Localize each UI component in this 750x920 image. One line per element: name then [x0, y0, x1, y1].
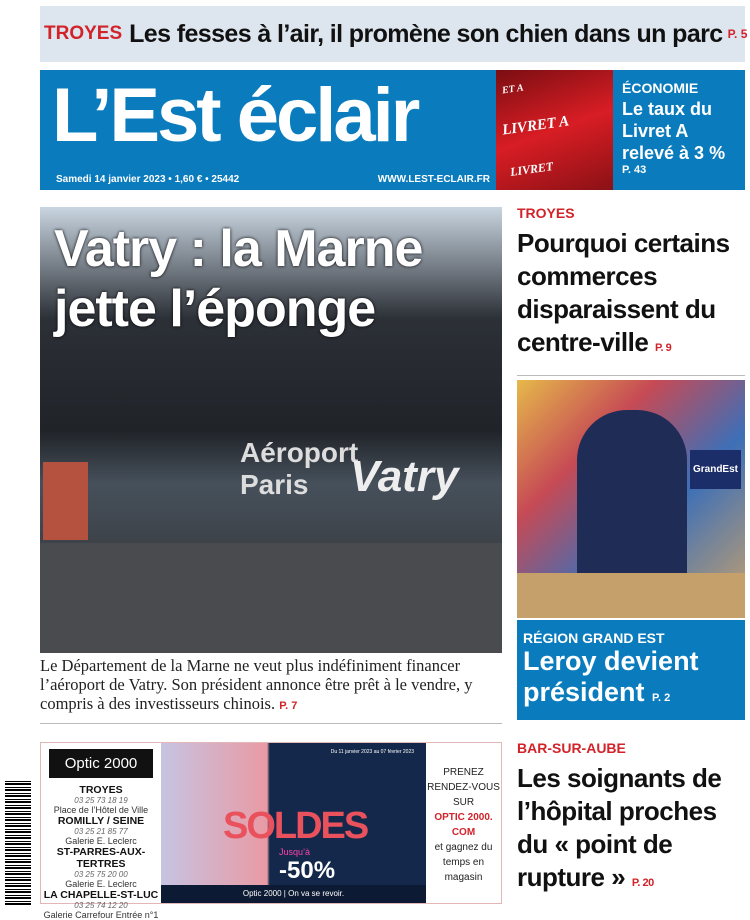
divider	[40, 723, 502, 724]
main-page: P. 7	[279, 700, 298, 712]
image-text: LIVRET A	[501, 113, 571, 139]
right-story-2[interactable]	[517, 620, 745, 720]
store-city: ROMILLY / SEINE	[57, 815, 145, 827]
story-headline[interactable]: Les soignants de l’hôpital proches du « point de rupture »	[517, 763, 722, 892]
image-text: LIVRET	[509, 159, 555, 179]
right-story-1[interactable]	[517, 205, 745, 376]
store-phone: 03 25 21 85 77	[74, 827, 128, 836]
barcode	[5, 780, 31, 905]
right-story-3[interactable]	[517, 740, 745, 900]
store-city: TROYES	[79, 784, 123, 796]
store-place: Galerie Carrefour Entrée n°1	[43, 910, 159, 920]
website-url[interactable]: WWW.LEST-ECLAIR.FR	[377, 174, 490, 185]
leroy-photo	[517, 380, 745, 618]
store-place: Galerie E. Leclerc	[65, 879, 137, 889]
top-story-page: P. 5	[727, 27, 748, 41]
ad-footer: Optic 2000 | On va se revoir.	[161, 885, 426, 903]
airport-sign: Aéroport Paris	[240, 437, 359, 500]
jusqua-text: Jusqu’à	[279, 847, 311, 857]
brick-wall	[43, 462, 88, 540]
top-story-banner[interactable]	[40, 6, 748, 62]
story-kicker: BAR-SUR-AUBE	[517, 740, 626, 756]
issue-info: Samedi 14 janvier 2023 • 1,60 € • 25442	[56, 174, 240, 185]
optic-2000-ad[interactable]	[40, 742, 502, 920]
store-phone: 03 25 75 20 00	[74, 870, 128, 879]
store-city: LA CHAPELLE-ST-LUC	[43, 889, 159, 901]
ad-cta[interactable]	[426, 743, 501, 903]
headline-line: Vatry : la Marne	[54, 220, 423, 278]
main-story-photo	[40, 207, 502, 653]
cta-text: et gagnez du temps en magasin	[434, 842, 493, 883]
top-story-headline[interactable]: Les fesses à l’air, il promène son chien dans un parc	[129, 19, 723, 48]
cta-url[interactable]: OPTIC 2000. COM	[434, 812, 493, 838]
economie-kicker: ÉCONOMIE	[622, 80, 699, 96]
store-phone: 03 25 74 12 20	[74, 901, 128, 910]
top-story-kicker: TROYES	[44, 23, 123, 44]
story-page: P. 2	[652, 692, 671, 704]
economie-teaser[interactable]	[613, 70, 745, 190]
story-page: P. 20	[631, 877, 654, 889]
vatry-sign: Vatry	[350, 452, 459, 501]
headline-line: jette l’éponge	[54, 280, 376, 338]
store-phone: 03 25 73 18 19	[74, 796, 128, 805]
soldes-text: SOLDES	[223, 805, 368, 847]
discount-text: -50%	[279, 857, 336, 884]
store-place: Place de l’Hôtel de Ville	[53, 805, 149, 815]
story-kicker: RÉGION GRAND EST	[523, 630, 665, 646]
economie-headline[interactable]: Le taux du Livret A relevé à 3 %	[622, 99, 726, 163]
caption-text: Le Département de la Marne ne veut plus indéfiniment financer l’aéroport de Vatry. Son président annonce être prêt à le vendre, y compris à des investisseurs chinois.	[40, 656, 473, 713]
store-place: Galerie E. Leclerc	[65, 836, 137, 846]
main-headline[interactable]	[54, 219, 422, 339]
optic-logo: Optic 2000	[49, 749, 153, 778]
newspaper-logo: L’Est éclair	[52, 73, 418, 158]
desk	[517, 573, 745, 618]
story-headline[interactable]: Pourquoi certains commerces disparaissent du centre-ville	[517, 228, 730, 357]
ground	[40, 543, 502, 653]
economie-page: P. 43	[622, 164, 647, 176]
cta-text: PRENEZ RENDEZ-VOUS SUR	[427, 767, 500, 808]
story-page: P. 9	[655, 342, 672, 354]
ad-dates: Du 11 janvier 2023 au 07 février 2023	[330, 749, 414, 755]
grand-est-sign: GrandEst	[690, 450, 741, 489]
store-city: ST-PARRES-AUX-TERTRES	[56, 846, 146, 870]
divider	[517, 375, 745, 376]
livret-a-image	[496, 70, 613, 190]
image-text: ET A	[501, 82, 525, 97]
ad-visual	[161, 743, 426, 903]
ad-stores	[41, 743, 161, 920]
story-kicker: TROYES	[517, 205, 575, 221]
main-caption	[40, 656, 500, 716]
story-headline[interactable]: Leroy devient président	[523, 646, 699, 707]
masthead	[40, 70, 496, 190]
